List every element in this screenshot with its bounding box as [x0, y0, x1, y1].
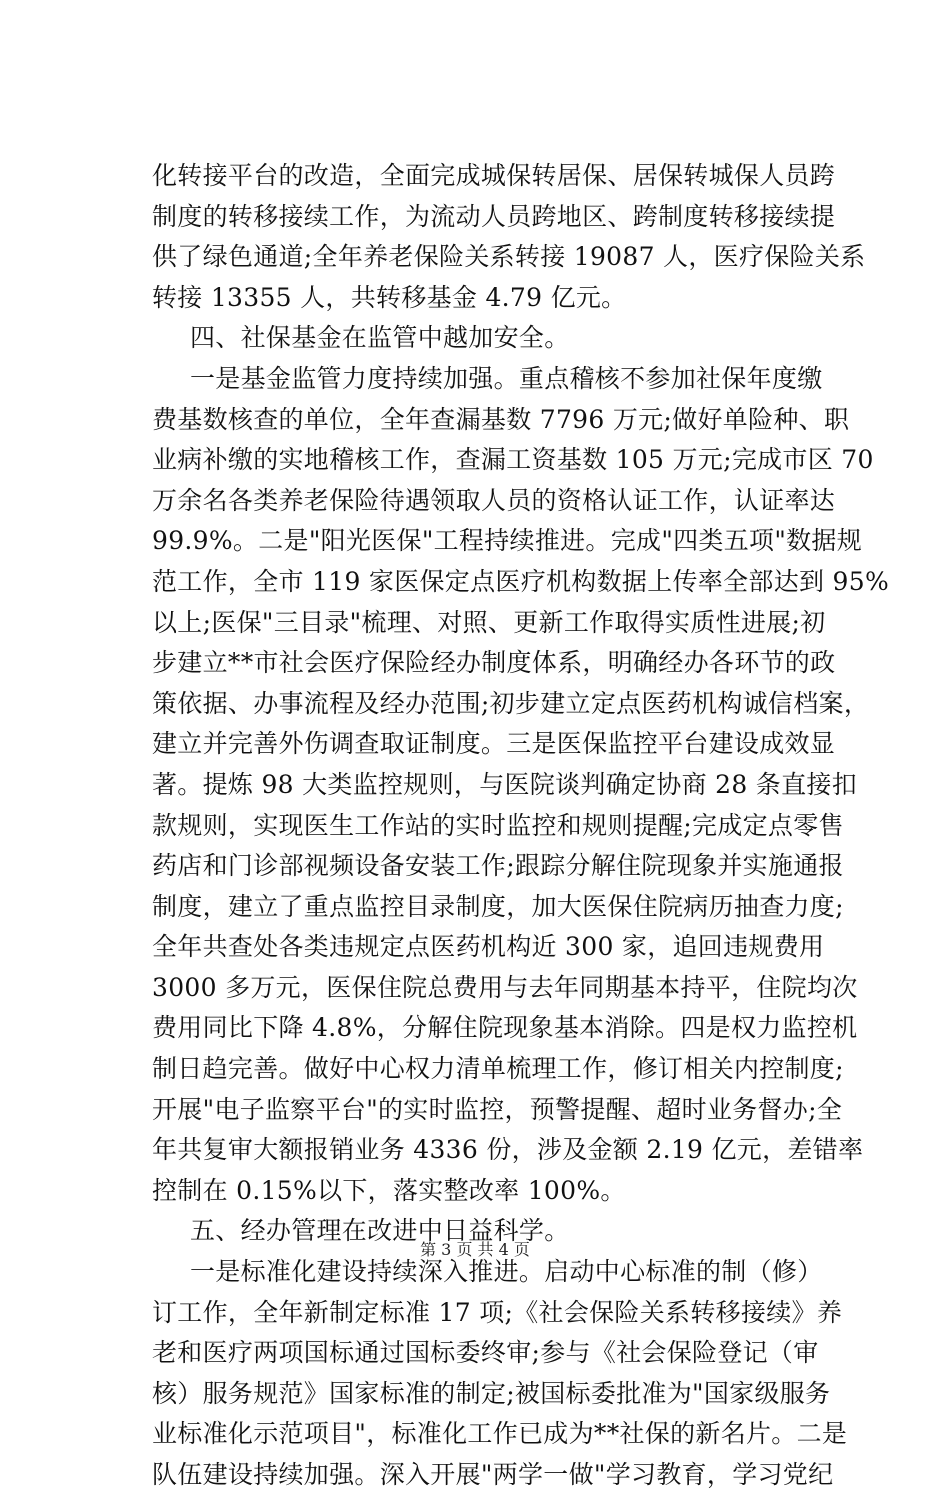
text-line: 业标准化示范项目"，标准化工作已成为**社保的新名片。二是	[152, 1419, 848, 1449]
text-line: 订工作，全年新制定标准 17 项;《社会保险关系转移接续》养	[152, 1297, 843, 1327]
text-line: 一是标准化建设持续深入推进。启动中心标准的制（修）	[190, 1257, 823, 1287]
text-line: 款规则，实现医生工作站的实时监控和规则提醒;完成定点零售	[152, 810, 844, 840]
text-line: 五、经办管理在改进中日益科学。	[190, 1216, 570, 1246]
text-line: 控制在 0.15%以下，落实整改率 100%。	[152, 1175, 626, 1205]
text-line: 3000 多万元，医保住院总费用与去年同期基本持平，住院均次	[152, 972, 858, 1002]
text-line: 步建立**市社会医疗保险经办制度体系，明确经办各环节的政	[152, 648, 836, 678]
text-line: 化转接平台的改造，全面完成城保转居保、居保转城保人员跨	[152, 161, 836, 190]
text-line: 建立并完善外伤调查取证制度。三是医保监控平台建设成效显	[152, 729, 836, 759]
text-line: 策依据、办事流程及经办范围;初步建立定点医药机构诚信档案，	[152, 688, 870, 718]
text-line: 费基数核查的单位，全年查漏基数 7796 万元;做好单险种、职	[152, 404, 850, 434]
document-body	[152, 156, 890, 1496]
text-line: 老和医疗两项国标通过国标委终审;参与《社会保险登记（审	[152, 1338, 819, 1368]
text-line: 制度的转移接续工作，为流动人员跨地区、跨制度转移接续提	[152, 201, 836, 231]
text-line: 万余名各类养老保险待遇领取人员的资格认证工作，认证率达	[152, 485, 836, 515]
text-line: 以上;医保"三目录"梳理、对照、更新工作取得实质性进展;初	[152, 607, 826, 637]
text-line: 范工作，全市 119 家医保定点医疗机构数据上传率全部达到 95%	[152, 566, 890, 596]
text-line: 转接 13355 人，共转移基金 4.79 亿元。	[152, 282, 627, 312]
text-line: 年共复审大额报销业务 4336 份，涉及金额 2.19 亿元，差错率	[152, 1135, 864, 1165]
text-line: 供了绿色通道;全年养老保险关系转接 19087 人，医疗保险关系	[152, 242, 866, 272]
text-line: 著。提炼 98 大类监控规则，与医院谈判确定协商 28 条直接扣	[152, 769, 858, 799]
text-line: 制度，建立了重点监控目录制度，加大医保住院病历抽查力度;	[152, 891, 844, 921]
text-line: 队伍建设持续加强。深入开展"两学一做"学习教育，学习党纪	[152, 1460, 834, 1489]
page-footer: 第 3 页 共 4 页	[420, 1240, 530, 1259]
text-line: 核）服务规范》国家标准的制定;被国标委批准为"国家级服务	[152, 1378, 831, 1408]
text-line: 全年共查处各类违规定点医药机构近 300 家，追回违规费用	[152, 932, 825, 962]
text-line: 业病补缴的实地稽核工作，查漏工资基数 105 万元;完成市区 70	[152, 445, 874, 475]
text-line: 药店和门诊部视频设备安装工作;跟踪分解住院现象并实施通报	[152, 851, 844, 881]
text-line: 开展"电子监察平台"的实时监控，预警提醒、超时业务督办;全	[152, 1094, 843, 1124]
text-line: 制日趋完善。做好中心权力清单梳理工作，修订相关内控制度;	[152, 1054, 844, 1084]
text-line: 费用同比下降 4.8%，分解住院现象基本消除。四是权力监控机	[152, 1013, 858, 1043]
text-line: 一是基金监管力度持续加强。重点稽核不参加社保年度缴	[190, 363, 823, 393]
text-line: 四、社保基金在监管中越加安全。	[190, 323, 570, 353]
text-line: 99.9%。二是"阳光医保"工程持续推进。完成"四类五项"数据规	[152, 526, 863, 556]
